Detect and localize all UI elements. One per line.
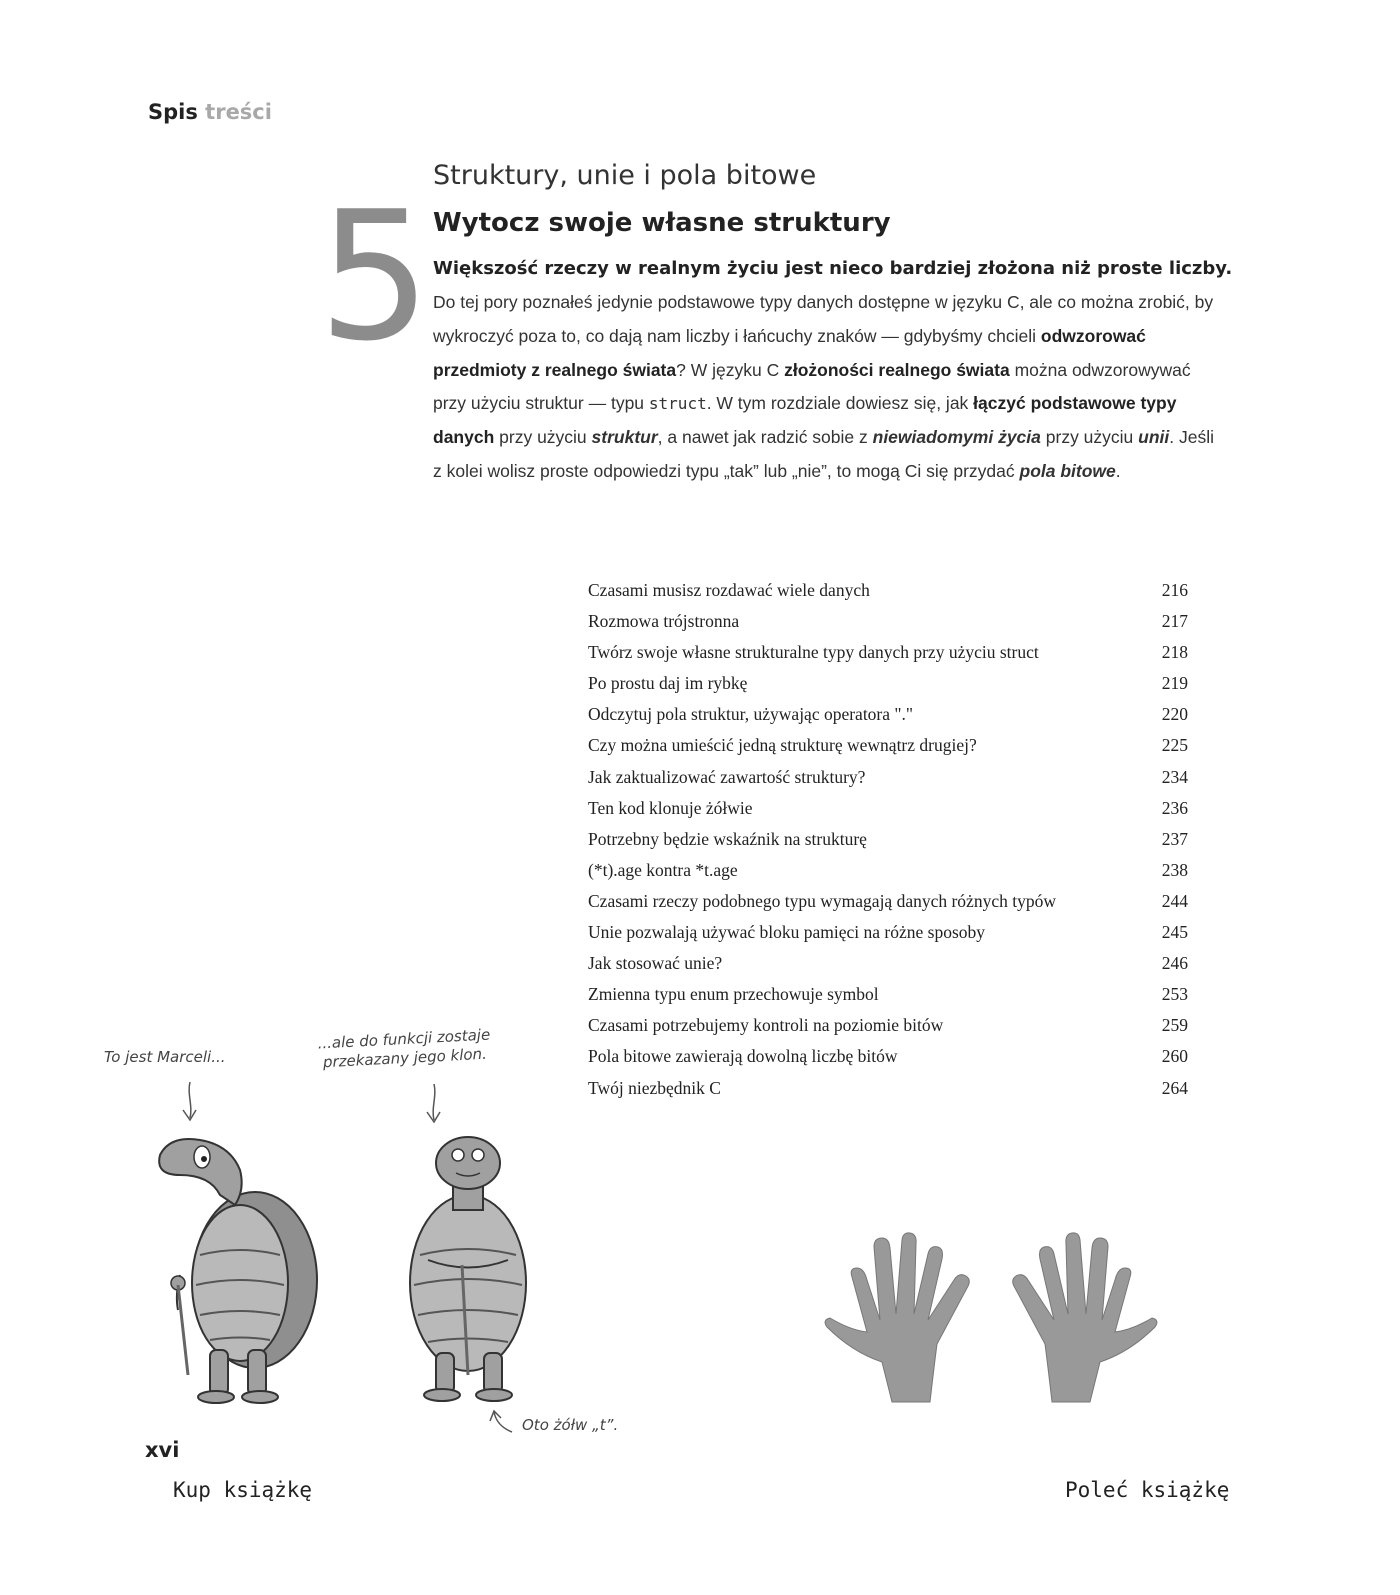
annotation-clone	[317, 1026, 492, 1073]
annotation-clone-line: ...ale do funkcji zostaje	[317, 1025, 491, 1053]
right-hand-icon	[995, 1232, 1160, 1402]
annotation-turtle-t: Oto żółw „t”.	[522, 1416, 619, 1434]
body-emphasis: struktur	[591, 427, 658, 448]
toc-entry-title: Po prostu daj im rybkę	[588, 673, 748, 694]
toc-entry[interactable]	[588, 762, 1188, 793]
toc-entry-title: Ten kod klonuje żółwie	[588, 797, 753, 818]
toc-entry-page: 219	[1161, 673, 1188, 694]
chapter-subtitle: Wytocz swoje własne struktury	[433, 208, 891, 238]
toc-entry[interactable]	[588, 793, 1188, 824]
chapter-description	[433, 286, 1223, 489]
body-text: Do tej pory poznałeś jedynie podstawowe typy danych dostępne w języku C, ale co można zrobić, by wykroczyć poza to, co dają nam liczby i łańcuchy znaków — gdybyśmy chcieli	[433, 292, 1214, 346]
toc-entry[interactable]	[588, 668, 1188, 699]
toc-entry[interactable]	[588, 730, 1188, 761]
body-bold: łączyć podstawowe typy danych	[433, 393, 1177, 448]
toc-entry-page: 264	[1161, 1077, 1188, 1098]
toc-entry-title: Czy można umieścić jedną strukturę wewnątrz drugiej?	[588, 735, 977, 756]
annotation-clone-line: przekazany jego klon.	[322, 1044, 488, 1072]
body-bold: odwzorować przedmioty z realnego świata	[433, 325, 1146, 380]
toc-entry-title: Twój niezbędnik C	[588, 1077, 721, 1098]
annotation-marceli: To jest Marceli...	[104, 1048, 226, 1066]
toc-entry[interactable]	[588, 979, 1188, 1010]
toc-entry-title: Rozmowa trójstronna	[588, 611, 740, 632]
header-word-spis: Spis	[148, 100, 198, 124]
toc-entry-page: 234	[1161, 766, 1188, 787]
toc-entry[interactable]	[588, 824, 1188, 855]
body-text: , a nawet jak radzić sobie z	[657, 427, 873, 448]
toc-entry[interactable]	[588, 855, 1188, 886]
toc-entry[interactable]	[588, 606, 1188, 637]
toc-entry[interactable]	[588, 948, 1188, 979]
chapter-lead: Większość rzeczy w realnym życiu jest nieco bardziej złożona niż proste liczby.	[433, 258, 1233, 279]
toc-entry-page: 246	[1161, 953, 1188, 974]
toc-entry[interactable]	[588, 886, 1188, 917]
toc-entry-page: 244	[1161, 890, 1188, 911]
toc-entry-title: (*t).age kontra *t.age	[588, 859, 738, 880]
body-text: przy użyciu	[1040, 427, 1139, 448]
arrow-down-icon	[178, 1080, 202, 1125]
toc-entry-page: 236	[1161, 797, 1188, 818]
body-emphasis: niewiadomymi życia	[872, 427, 1041, 448]
left-hand-icon	[822, 1232, 987, 1402]
recommend-book-link[interactable]: Poleć książkę	[1065, 1478, 1230, 1502]
toc-entry-page: 220	[1161, 704, 1188, 725]
arrow-up-icon	[488, 1408, 514, 1438]
toc-entry[interactable]	[588, 699, 1188, 730]
body-text: przy użyciu	[494, 427, 592, 448]
body-emphasis: unii	[1138, 427, 1170, 448]
header-word-tresci: treści	[205, 100, 272, 124]
section-header	[148, 100, 272, 124]
toc-entry[interactable]	[588, 1041, 1188, 1072]
toc-list	[588, 575, 1188, 1104]
toc-entry-page: 259	[1161, 1015, 1188, 1036]
toc-entry-title: Potrzebny będzie wskaźnik na strukturę	[588, 828, 867, 849]
toc-entry-page: 218	[1161, 642, 1188, 663]
toc-entry-page: 217	[1161, 611, 1188, 632]
toc-entry[interactable]	[588, 1073, 1188, 1104]
toc-entry-page: 260	[1161, 1046, 1188, 1067]
toc-entry-page: 245	[1161, 922, 1188, 943]
toc-entry-title: Unie pozwalają używać bloku pamięci na różne sposoby	[588, 922, 986, 943]
chapter-number: 5	[318, 173, 432, 380]
body-text: . Jeśli z kolei wolisz proste odpowiedzi typu „tak” lub „nie”, to mogą Ci się przydać	[433, 427, 1214, 481]
toc-entry-page: 253	[1161, 984, 1188, 1005]
toc-entry-title: Twórz swoje własne strukturalne typy danych przy użyciu struct	[588, 642, 1039, 663]
toc-entry[interactable]	[588, 917, 1188, 948]
chapter-title: Struktury, unie i pola bitowe	[433, 160, 817, 191]
toc-entry-title: Czasami musisz rozdawać wiele danych	[588, 580, 870, 600]
body-text: można odwzorowywać przy użyciu struktur — typu	[433, 359, 1191, 414]
body-text: .	[1115, 460, 1121, 481]
toc-entry-page: 225	[1161, 735, 1188, 756]
body-text: ? W języku C	[676, 359, 785, 380]
buy-book-link[interactable]: Kup książkę	[173, 1478, 313, 1502]
toc-entry-title: Czasami rzeczy podobnego typu wymagają danych różnych typów	[588, 890, 1056, 911]
body-code: struct	[648, 394, 707, 414]
toc-entry-title: Pola bitowe zawierają dowolną liczbę bitów	[588, 1046, 898, 1067]
toc-entry-title: Odczytuj pola struktur, używając operatora "."	[588, 704, 914, 725]
toc-entry-page: 237	[1161, 828, 1188, 849]
arrow-down-icon	[422, 1082, 446, 1127]
toc-entry[interactable]	[588, 637, 1188, 668]
toc-entry-title: Zmienna typu enum przechowuje symbol	[588, 984, 879, 1005]
toc-entry-page: 216	[1161, 580, 1188, 600]
body-emphasis: pola bitowe	[1019, 460, 1116, 481]
toc-entry[interactable]	[588, 1010, 1188, 1041]
body-text: . W tym rozdziale dowiesz się, jak	[706, 393, 974, 414]
toc-entry[interactable]	[588, 575, 1188, 606]
toc-entry-title: Jak zaktualizować zawartość struktury?	[588, 766, 866, 787]
toc-entry-page: 238	[1161, 859, 1188, 880]
toc-entry-title: Jak stosować unie?	[588, 953, 723, 974]
page-number: xvi	[145, 1438, 180, 1462]
body-bold: złożoności realnego świata	[784, 359, 1010, 380]
turtle-clone-illustration	[398, 1135, 538, 1405]
toc-entry-title: Czasami potrzebujemy kontroli na poziomie bitów	[588, 1015, 944, 1036]
turtle-marceli-illustration	[150, 1135, 330, 1405]
